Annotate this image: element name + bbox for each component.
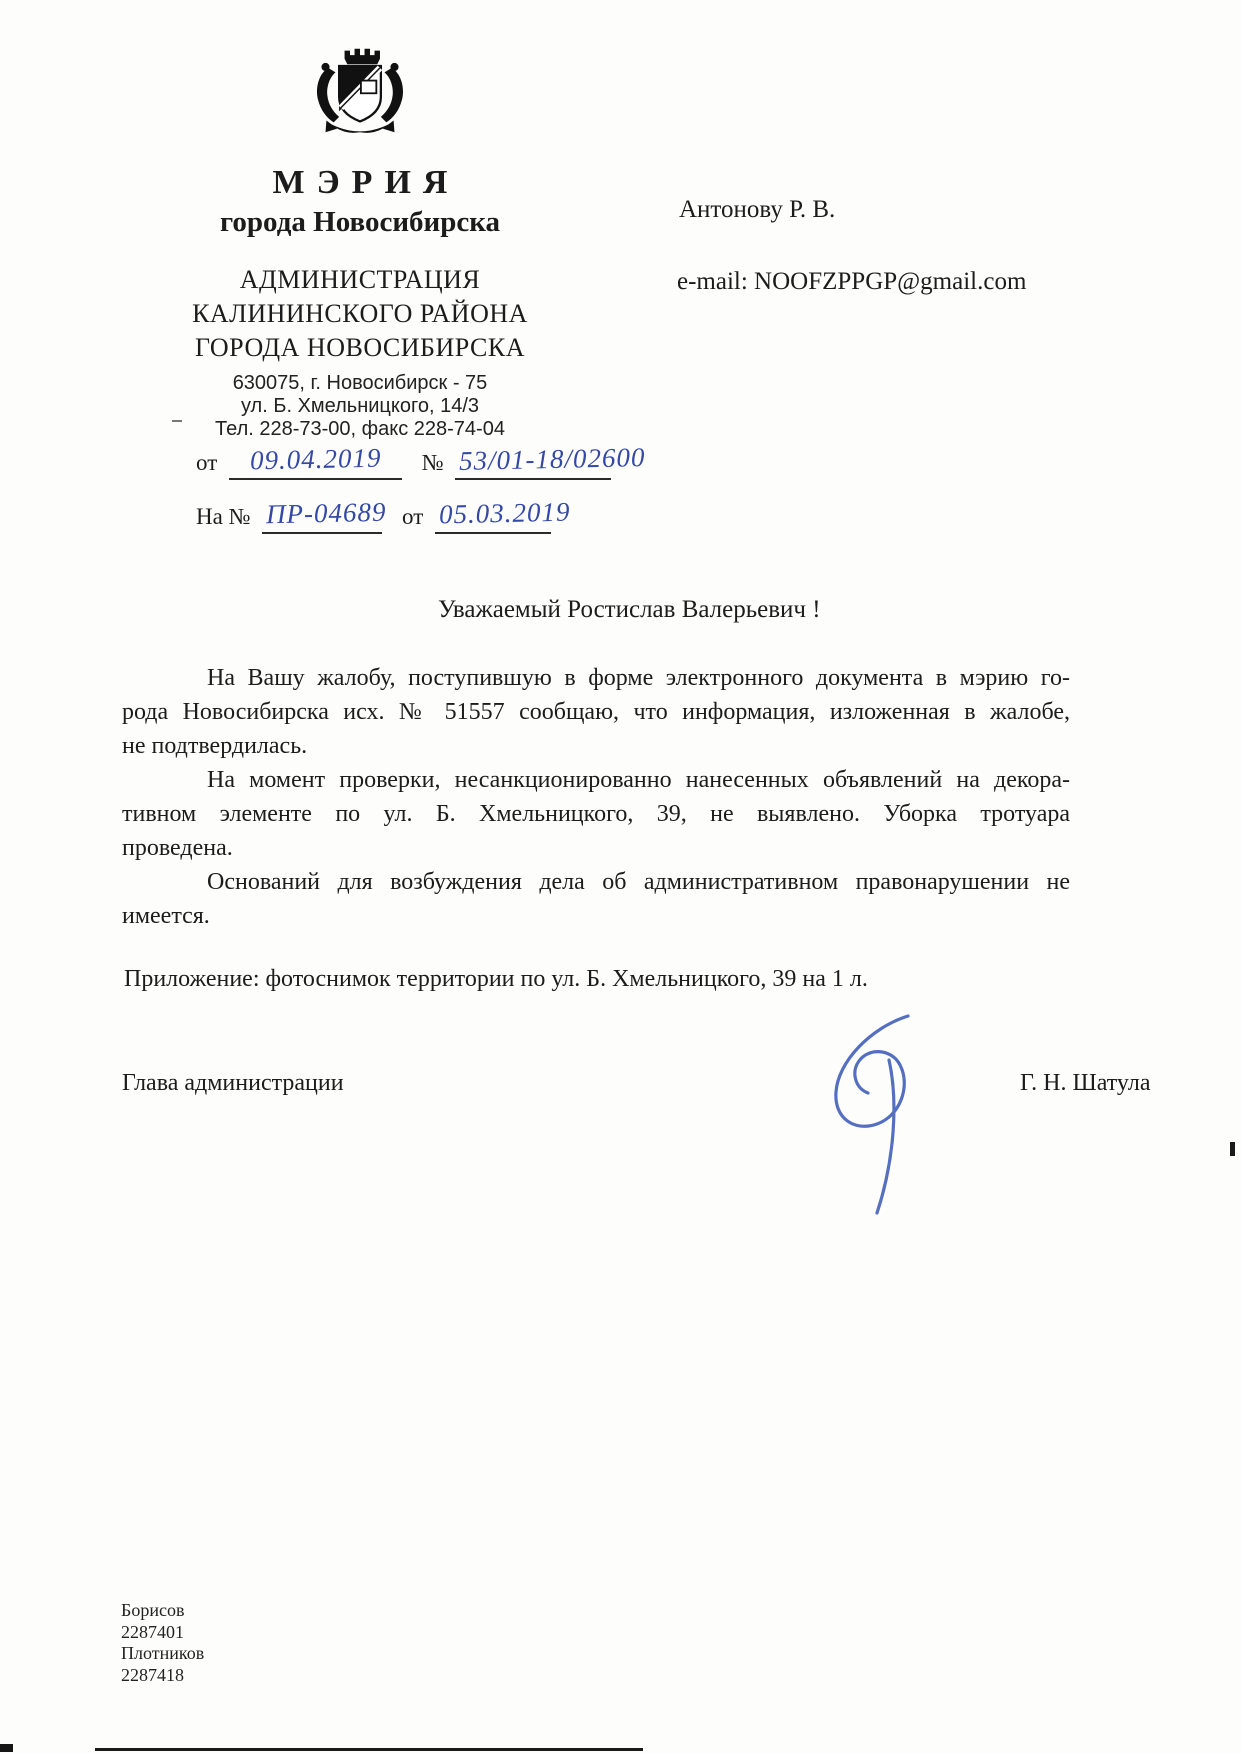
address-line3: Тел. 228-73-00, факс 228-74-04 — [215, 418, 505, 440]
outgoing-reference-row — [196, 442, 647, 480]
scan-artifact-tick — [1230, 1142, 1235, 1156]
incoming-reference-row — [196, 496, 571, 534]
scan-artifact-blob — [0, 1744, 13, 1752]
administration-line2: КАЛИНИНСКОГО РАЙОНА — [192, 299, 528, 328]
signer-name: Г. Н. Шатула — [1020, 1070, 1151, 1096]
attachment-note: Приложение: фотоснимок территории по ул. Б. Хмельницкого, 39 на 1 л. — [124, 966, 868, 992]
incoming-date-field — [435, 496, 571, 534]
address-line2: ул. Б. Хмельницкого, 14/3 — [240, 395, 479, 417]
org-name-line1: МЭРИЯ — [272, 164, 460, 201]
executor-name: Борисов — [121, 1600, 185, 1620]
outgoing-number-field — [455, 442, 647, 480]
executor-contacts — [121, 1600, 204, 1686]
administration-title — [138, 263, 582, 365]
administration-line3: ГОРОДА НОВОСИБИРСКА — [195, 333, 525, 362]
body-line: Оснований для возбуждения дела об административном правонарушении не — [207, 869, 1070, 895]
outgoing-date-field — [229, 442, 402, 480]
executor-phone: 2287401 — [121, 1621, 184, 1642]
signer-title: Глава администрации — [122, 1070, 344, 1096]
number-label: № — [421, 450, 444, 475]
org-name-line2: города Новосибирска — [219, 206, 501, 238]
handwritten-signature-icon — [792, 1008, 962, 1218]
executor-name: Плотников — [121, 1643, 205, 1663]
body-line: имеется. — [122, 903, 210, 929]
body-line: На Вашу жалобу, поступившую в форме электронного документа в мэрию го- — [207, 665, 1070, 691]
incoming-number-field — [262, 496, 388, 534]
scan-artifact-line — [95, 1748, 643, 1751]
reply-from-label: от — [402, 504, 424, 529]
body-line: проведена. — [122, 835, 233, 861]
letter-body — [122, 661, 1070, 933]
outgoing-date-handwritten: 09.04.2019 — [249, 442, 382, 476]
body-line: На момент проверки, несанкционированно нанесенных объявлений на декора- — [207, 767, 1070, 793]
body-line: тивном элементе по ул. Б. Хмельницкого, 39, не выявлено. Уборка тротуара — [122, 801, 1070, 827]
from-label: от — [196, 450, 218, 475]
recipient-name: Антонову Р. В. — [679, 196, 836, 223]
incoming-date-handwritten: 05.03.2019 — [438, 496, 571, 530]
body-line: не подтвердилась. — [122, 733, 308, 759]
salutation: Уважаемый Ростислав Валерьевич ! — [438, 596, 821, 623]
incoming-number-handwritten: ПР-04689 — [265, 496, 388, 530]
reply-label: На № — [196, 504, 251, 529]
executor-phone: 2287418 — [121, 1664, 184, 1685]
body-line: рода Новосибирска исх. № 51557 сообщаю, что информация, изложенная в жалобе, — [122, 699, 1070, 725]
administration-line1: АДМИНИСТРАЦИЯ — [239, 265, 481, 294]
address-line1: 630075, г. Новосибирск - 75 — [232, 372, 488, 394]
letterhead — [138, 44, 582, 441]
coat-of-arms-icon — [301, 44, 419, 148]
scan-artifact-dash — [172, 420, 182, 422]
postal-address — [138, 372, 582, 441]
outgoing-number-handwritten: 53/01-18/02600 — [459, 442, 647, 476]
recipient-email: e-mail: NOOFZPPGP@gmail.com — [677, 268, 1027, 295]
